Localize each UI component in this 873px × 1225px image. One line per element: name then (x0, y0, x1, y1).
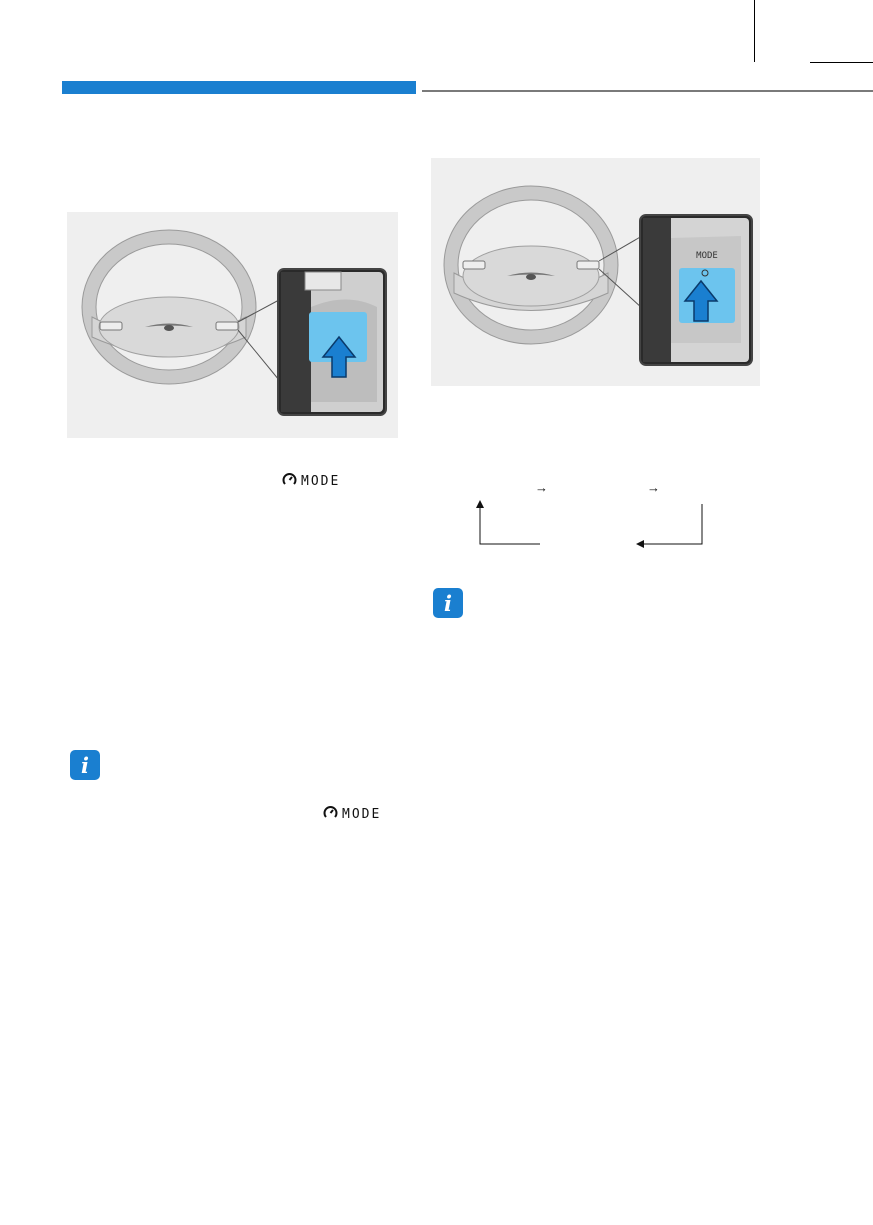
mode-label: MODE (342, 807, 382, 822)
steering-wheel-illustration (431, 158, 760, 386)
cycle-arrow-2: → (647, 480, 660, 495)
info-glyph: i (81, 752, 89, 778)
section-header-bar (62, 81, 416, 94)
drive-mode-cycle-diagram (460, 474, 740, 554)
steering-wheel-figure-right (431, 158, 760, 386)
zoom-panel-mode-label: MODE (696, 251, 718, 261)
speedometer-icon (323, 805, 338, 824)
mode-label: MODE (301, 474, 341, 489)
mode-button-glyph-2 (323, 805, 381, 824)
info-icon (433, 588, 463, 618)
steering-wheel-figure-left (67, 212, 398, 438)
info-icon (70, 750, 100, 780)
crop-mark-right (810, 62, 873, 63)
info-glyph: i (444, 590, 452, 616)
speedometer-icon (282, 472, 297, 491)
steering-wheel-illustration (67, 212, 398, 438)
section-header-rule (422, 90, 873, 92)
cycle-arrow-1: → (535, 480, 548, 495)
mode-button-glyph-1 (282, 472, 340, 491)
crop-mark-top (754, 0, 755, 62)
